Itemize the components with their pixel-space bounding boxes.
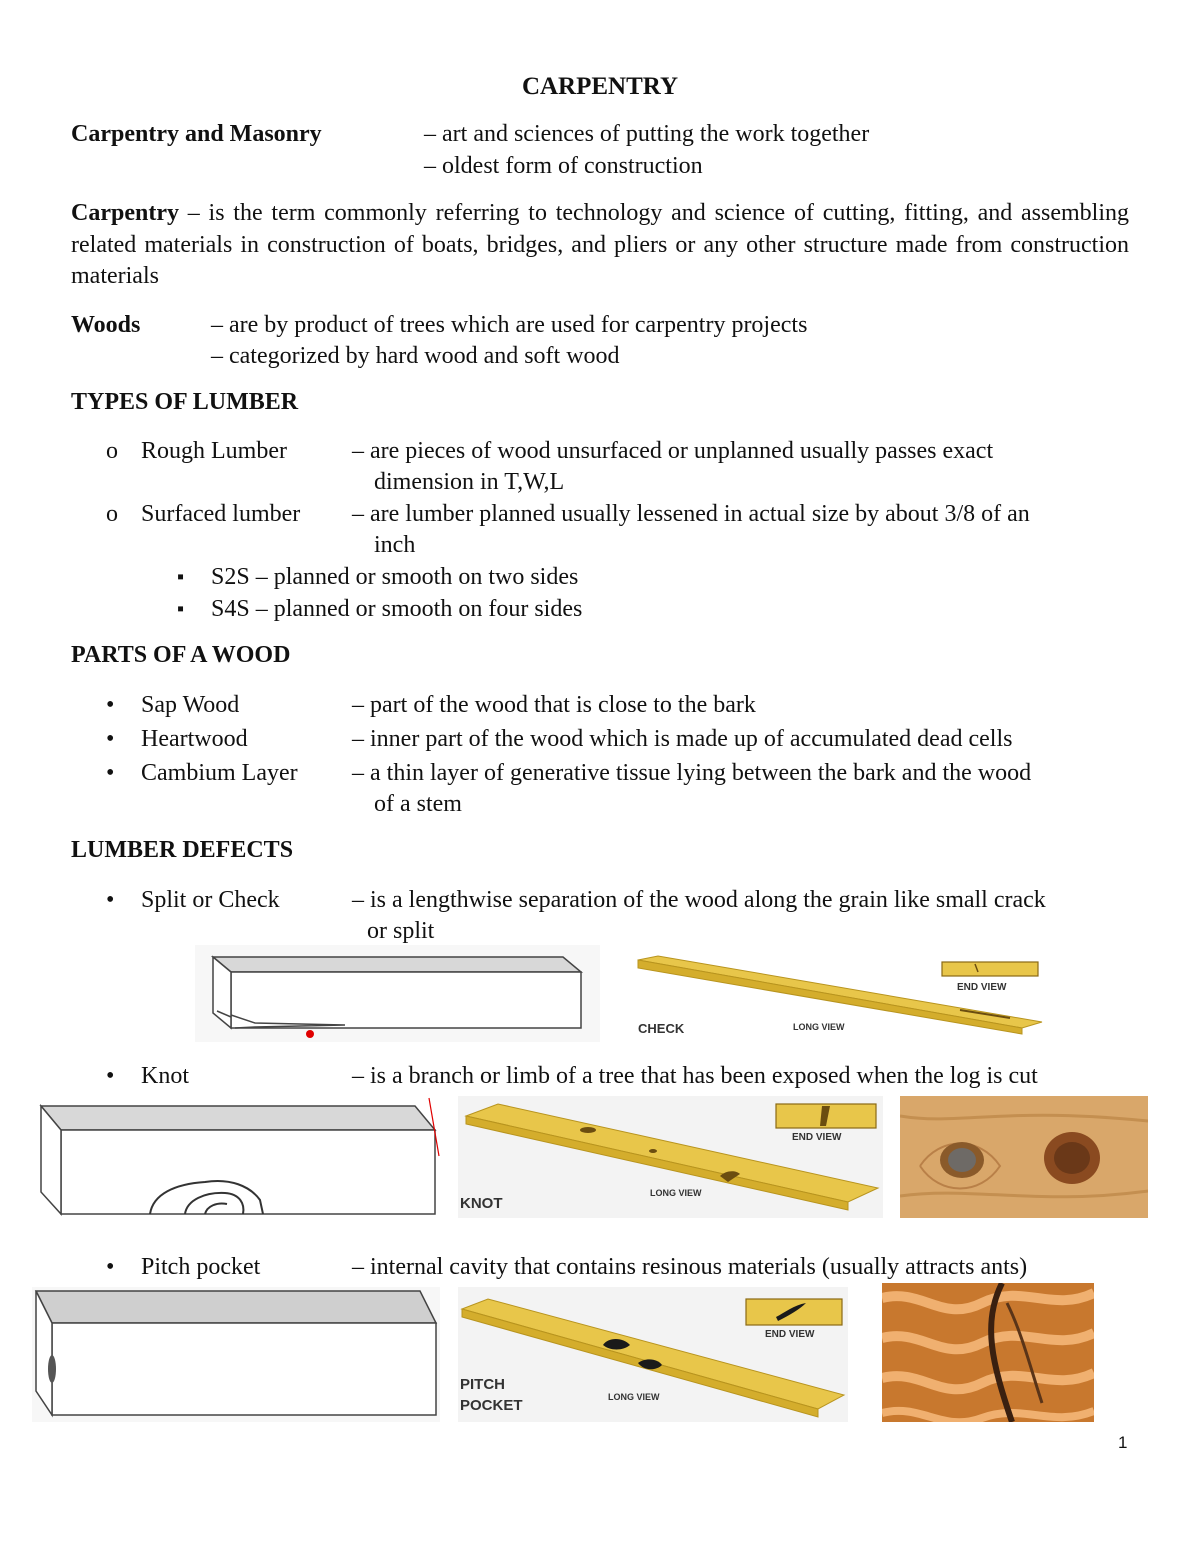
bullet-dot: • — [106, 760, 115, 786]
def-sap-wood: – part of the wood that is close to the bark — [352, 692, 756, 718]
pitch-label: PITCH — [460, 1376, 505, 1393]
term-carpentry-masonry: Carpentry and Masonry — [71, 121, 322, 147]
knot-label: KNOT — [460, 1195, 503, 1212]
bullet-dot: • — [106, 692, 115, 718]
bullet-dot: • — [106, 726, 115, 752]
long-view-label: LONG VIEW — [608, 1392, 660, 1402]
heading-lumber-defects: LUMBER DEFECTS — [71, 837, 294, 863]
term-surfaced-lumber: Surfaced lumber — [141, 501, 301, 527]
check-board-figure — [630, 948, 1045, 1040]
term-knot: Knot — [141, 1063, 189, 1089]
def-surfaced-lumber-1: – are lumber planned usually lessened in actual size by about 3/8 of an — [352, 501, 1030, 527]
def-carpentry-masonry-2: – oldest form of construction — [424, 153, 703, 179]
knot-photo — [900, 1096, 1148, 1218]
term-pitch-pocket: Pitch pocket — [141, 1254, 261, 1280]
term-rough-lumber: Rough Lumber — [141, 438, 287, 464]
def-rough-lumber-1: – are pieces of wood unsurfaced or unplanned usually passes exact — [352, 438, 994, 464]
end-view-label: END VIEW — [792, 1132, 842, 1143]
def-heartwood: – inner part of the wood which is made up of accumulated dead cells — [352, 726, 1013, 752]
end-view-label: END VIEW — [765, 1329, 815, 1340]
long-view-label: LONG VIEW — [793, 1022, 845, 1032]
term-sap-wood: Sap Wood — [141, 692, 240, 718]
term-split-check: Split or Check — [141, 887, 280, 913]
heading-types-of-lumber: TYPES OF LUMBER — [71, 389, 299, 415]
bullet-circle: o — [106, 501, 118, 527]
page-title: CARPENTRY — [521, 73, 679, 100]
def-split-check-2: or split — [367, 918, 435, 944]
def-split-check-1: – is a lengthwise separation of the wood along the grain like small crack — [352, 887, 1046, 913]
long-view-label: LONG VIEW — [650, 1188, 702, 1198]
bullet-square: ▪ — [177, 566, 185, 588]
term-heartwood: Heartwood — [141, 726, 248, 752]
bullet-dot: • — [106, 887, 115, 913]
item-s4s: S4S – planned or smooth on four sides — [211, 596, 583, 622]
bullet-dot: • — [106, 1254, 115, 1280]
pitch-pocket-photo — [882, 1283, 1094, 1422]
term-cambium-layer: Cambium Layer — [141, 760, 298, 786]
bullet-square: ▪ — [177, 598, 185, 620]
def-cambium-layer-1: – a thin layer of generative tissue lying between the bark and the wood — [352, 760, 1032, 786]
red-marker-icon — [306, 1030, 314, 1038]
bullet-dot: • — [106, 1063, 115, 1089]
term-woods: Woods — [71, 312, 141, 338]
def-knot: – is a branch or limb of a tree that has been exposed when the log is cut — [352, 1063, 1038, 1089]
end-view-inset — [942, 962, 1038, 976]
def-surfaced-lumber-2: inch — [374, 532, 416, 558]
carpentry-paragraph — [71, 198, 1129, 293]
bullet-circle: o — [106, 438, 118, 464]
knot-board-figure — [458, 1096, 883, 1218]
pitch-board-figure — [458, 1287, 848, 1422]
def-woods-1: – are by product of trees which are used for carpentry projects — [211, 312, 808, 338]
term-carpentry: Carpentry — [71, 200, 179, 226]
end-view-label: END VIEW — [957, 982, 1007, 993]
pocket-label: POCKET — [460, 1397, 523, 1414]
page-number: 1 — [1118, 1433, 1128, 1452]
def-carpentry-masonry-1: – art and sciences of putting the work together — [424, 121, 870, 147]
pitch-block-figure — [32, 1287, 440, 1422]
knot-block-figure — [35, 1096, 440, 1218]
def-woods-2: – categorized by hard wood and soft wood — [211, 343, 620, 369]
def-carpentry: – is the term commonly referring to technology and science of cutting, fitting, and assembling related materials in construction of boats, bridges, and pliers or any other structure made from construction materials — [71, 200, 1129, 289]
split-block-figure — [195, 945, 600, 1042]
def-cambium-layer-2: of a stem — [374, 791, 462, 817]
def-rough-lumber-2: dimension in T,W,L — [374, 469, 565, 495]
def-pitch-pocket: – internal cavity that contains resinous materials (usually attracts ants) — [352, 1254, 1028, 1280]
item-s2s: S2S – planned or smooth on two sides — [211, 564, 579, 590]
check-label: CHECK — [638, 1021, 685, 1036]
heading-parts-of-wood: PARTS OF A WOOD — [71, 642, 291, 668]
